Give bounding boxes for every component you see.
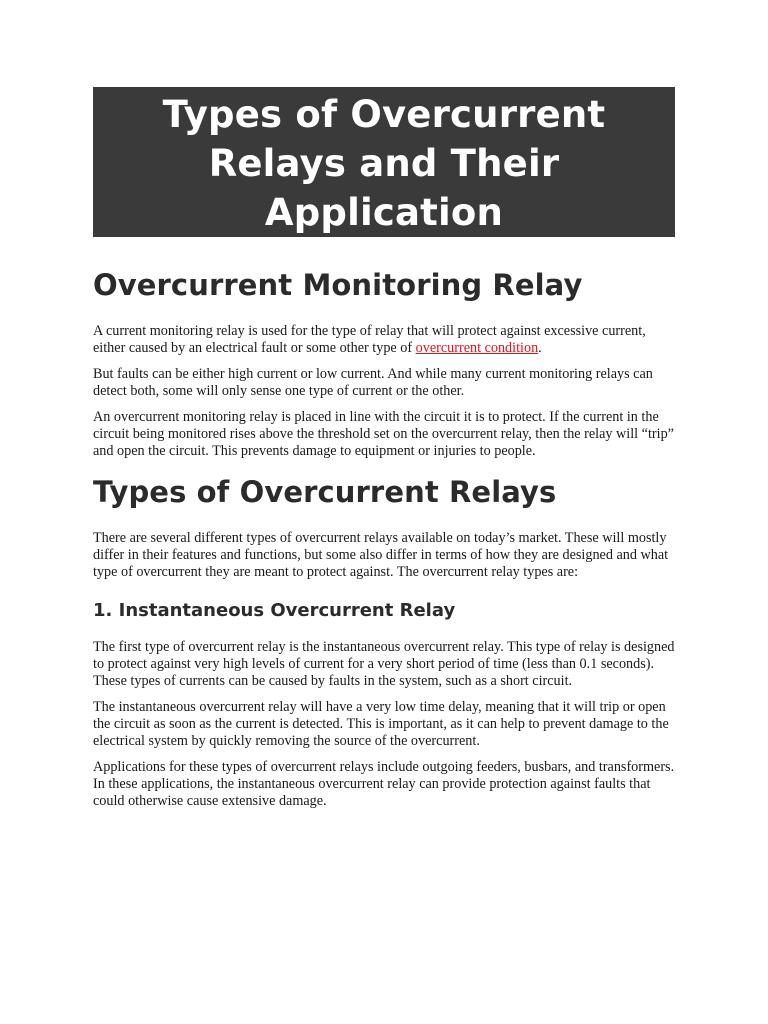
section-heading-monitoring: Overcurrent Monitoring Relay bbox=[93, 268, 583, 302]
paragraph-text: A current monitoring relay is used for the type of relay that will protect against excessive current, either caused by an electrical fault or some other type of bbox=[93, 323, 646, 356]
paragraph-instantaneous-2: The instantaneous overcurrent relay will have a very low time delay, meaning that it will trip or open the circuit as soon as the current is detected. This is important, as it can help to prevent damage to the electrical system by quickly removing the source of the overcurrent. bbox=[93, 699, 669, 749]
paragraph-instantaneous-1: The first type of overcurrent relay is the instantaneous overcurrent relay. This type of relay is designed to protect against very high levels of current for a very short period of time (less than 0.1 seconds). These types of currents can be caused by faults in the system, such as a short circuit. bbox=[93, 639, 675, 689]
paragraph-instantaneous-3: Applications for these types of overcurrent relays include outgoing feeders, busbars, and transformers. In these applications, the instantaneous overcurrent relay can provide protection against faults that could otherwise cause extensive damage. bbox=[93, 759, 675, 809]
paragraph-monitoring-3: An overcurrent monitoring relay is placed in line with the circuit it is to protect. If the current in the circuit being monitored rises above the threshold set on the overcurrent relay, then the relay will “trip” and open the circuit. This prevents damage to equipment or injuries to people. bbox=[93, 409, 674, 459]
paragraph-end: . bbox=[538, 340, 542, 356]
paragraph-monitoring-1 bbox=[93, 323, 675, 357]
page-title: Types of Overcurrent Relays and Their Application bbox=[162, 92, 606, 234]
overcurrent-condition-link[interactable]: overcurrent condition bbox=[415, 340, 539, 356]
title-banner bbox=[93, 87, 675, 237]
section-heading-types: Types of Overcurrent Relays bbox=[93, 475, 557, 509]
document-page bbox=[93, 87, 675, 810]
paragraph-monitoring-2: But faults can be either high current or low current. And while many current monitoring relays can detect both, some will only sense one type of current or the other. bbox=[93, 366, 653, 399]
subheading-instantaneous: 1. Instantaneous Overcurrent Relay bbox=[93, 600, 456, 621]
paragraph-types-intro: There are several different types of overcurrent relays available on today’s market. These will mostly differ in their features and functions, but some also differ in terms of how they are designed and what type of overcurrent they are meant to protect against. The overcurrent relay types are: bbox=[93, 530, 669, 580]
